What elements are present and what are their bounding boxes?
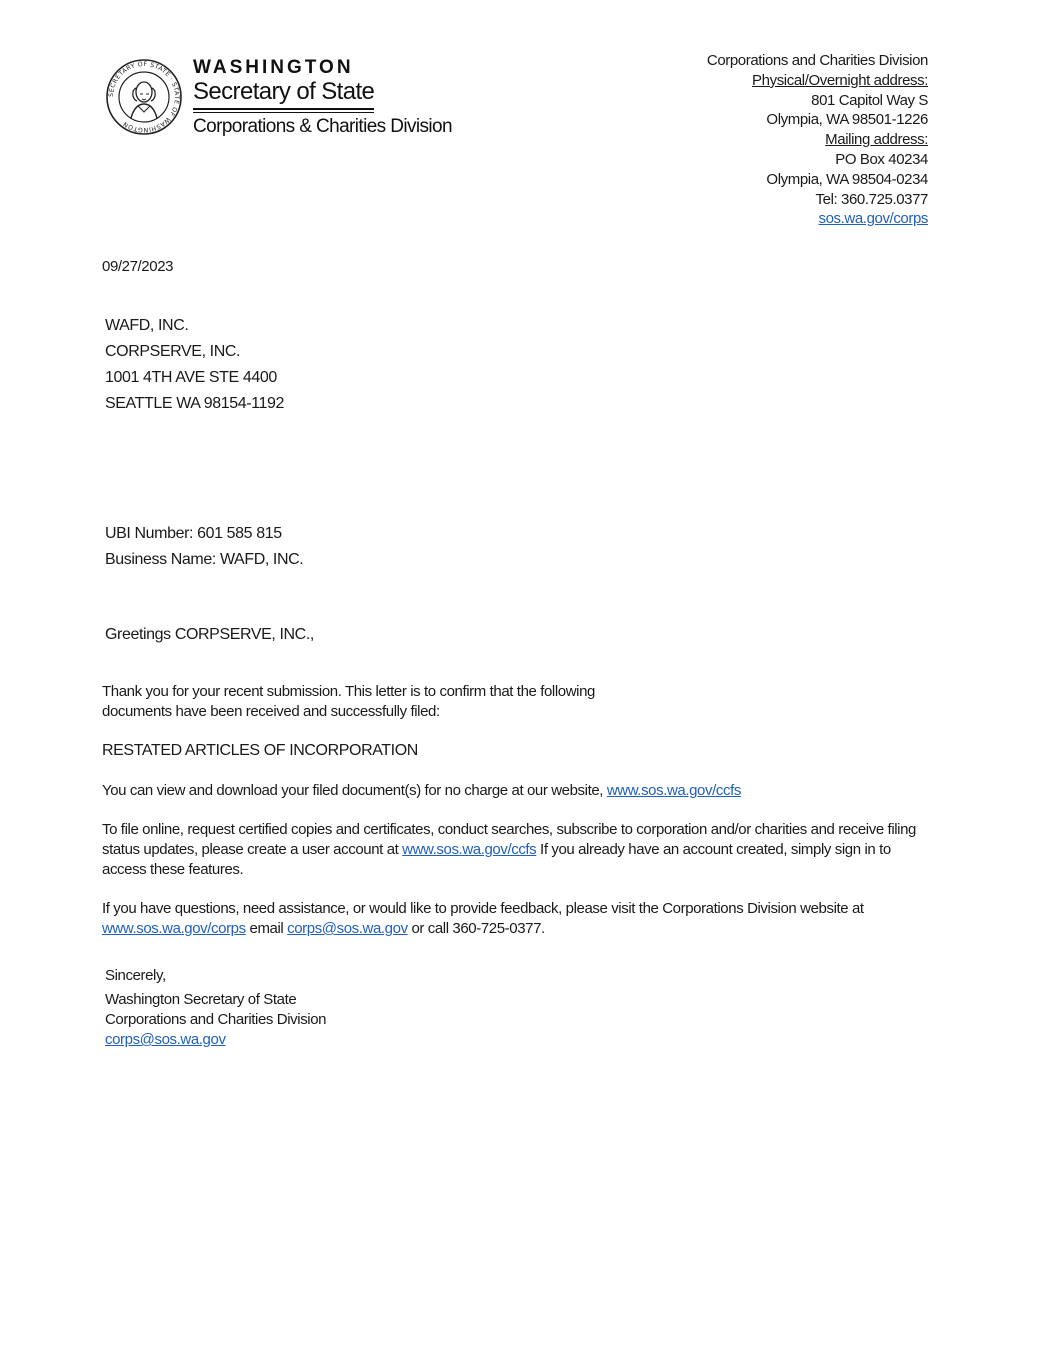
file-online-line-1: To file online, request certified copies and certificates, conduct searches, subscribe to corporation and/or charities and receive filing — [102, 821, 916, 838]
physical-address-label: Physical/Overnight address: — [752, 71, 928, 89]
logo-office-name: Secretary of State — [193, 78, 375, 105]
confirmation-line-1: Thank you for your recent submission. This letter is to confirm that the following — [102, 683, 595, 700]
signature-email-link[interactable]: corps@sos.wa.gov — [105, 1031, 226, 1048]
greeting: Greetings CORPSERVE, INC., — [105, 626, 314, 643]
business-name: Business Name: WAFD, INC. — [105, 551, 304, 568]
file-online-paragraph — [102, 820, 916, 880]
questions-line-1: If you have questions, need assistance, or would like to provide feedback, please visit the Corporations Division website at — [102, 900, 864, 917]
view-documents-paragraph — [102, 781, 741, 801]
svg-text:SECRETARY OF STATE · STATE OF: SECRETARY OF STATE · STATE OF WASHINGTON — [107, 60, 181, 134]
telephone: Tel: 360.725.0377 — [815, 190, 928, 208]
logo-division-name: Corporations & Charities Division — [193, 116, 452, 137]
file-online-text: status updates, please create a user account at — [102, 841, 403, 858]
view-documents-text: You can view and download your filed document(s) for no charge at our website, — [102, 782, 607, 799]
recipient-line-3: 1001 4TH AVE STE 4400 — [105, 369, 277, 386]
physical-city: Olympia, WA 98501-1226 — [766, 111, 928, 129]
ubi-number: UBI Number: 601 585 815 — [105, 525, 282, 542]
logo-divider — [193, 108, 374, 110]
questions-email-text: email — [245, 920, 288, 937]
sincerely: Sincerely, — [105, 967, 166, 984]
sos-logo — [105, 58, 475, 142]
mailing-address-label: Mailing address: — [825, 131, 928, 149]
recipient-line-4: SEATTLE WA 98154-1192 — [105, 395, 284, 412]
questions-line-2 — [102, 919, 864, 939]
logo-state-name: WASHINGTON — [193, 57, 354, 78]
signature-line-1: Washington Secretary of State — [105, 991, 297, 1008]
business-info — [105, 521, 303, 573]
ccfs-link[interactable]: www.sos.wa.gov/ccfs — [606, 782, 741, 799]
corps-email-link[interactable]: corps@sos.wa.gov — [287, 920, 408, 937]
document-type: RESTATED ARTICLES OF INCORPORATION — [102, 742, 418, 759]
mailing-box: PO Box 40234 — [835, 150, 928, 168]
address-division: Corporations and Charities Division — [706, 52, 928, 69]
file-online-line-2 — [102, 840, 916, 860]
office-address-block — [707, 51, 928, 229]
recipient-address — [105, 313, 284, 417]
mailing-city: Olympia, WA 98504-0234 — [766, 170, 928, 188]
website-link[interactable]: sos.wa.gov/corps — [818, 210, 928, 228]
confirmation-paragraph — [102, 682, 595, 722]
letter-date: 09/27/2023 — [102, 258, 174, 275]
recipient-line-2: CORPSERVE, INC. — [105, 343, 241, 360]
corps-website-link[interactable]: www.sos.wa.gov/corps — [102, 920, 246, 937]
recipient-line-1: WAFD, INC. — [105, 317, 189, 334]
ccfs-account-link[interactable]: www.sos.wa.gov/ccfs — [402, 841, 537, 858]
confirmation-line-2: documents have been received and successfully filed: — [102, 703, 440, 720]
state-seal-icon — [105, 58, 183, 136]
file-online-line-3: access these features. — [102, 861, 244, 878]
questions-paragraph — [102, 899, 864, 939]
logo-divider-thin — [193, 112, 374, 113]
questions-call-text: or call 360-725-0377. — [407, 920, 545, 937]
file-online-text-cont: If you already have an account created, simply sign in to — [536, 841, 891, 858]
signature-line-2: Corporations and Charities Division — [105, 1011, 327, 1028]
physical-street: 801 Capitol Way S — [811, 91, 928, 109]
signature-block — [105, 990, 326, 1050]
